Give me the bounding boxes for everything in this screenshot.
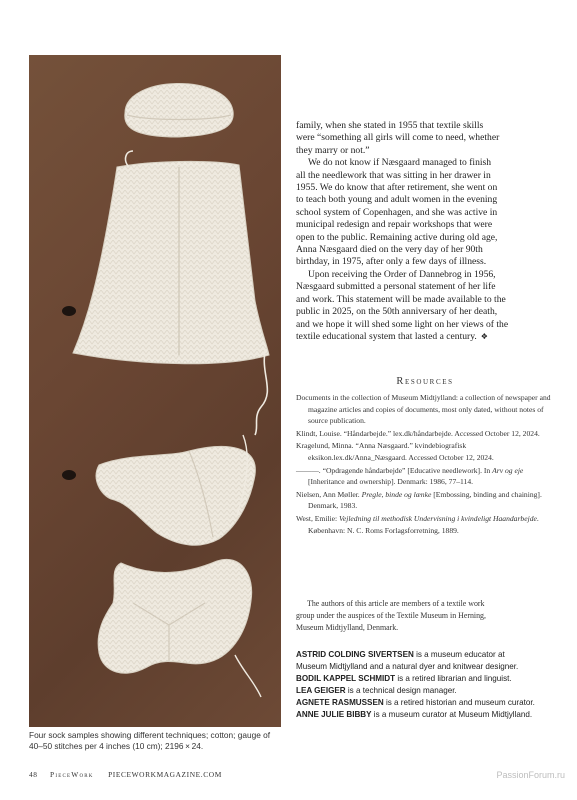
page-number: 48 [29,770,38,779]
author-bio: BODIL KAPPEL SCHMIDT is a retired librarian and linguist. [296,673,512,683]
author-bios [296,649,558,720]
resource-item: West, Emilie: Vejledning til methodisk Undervisning i kvindeligt Haandarbejde. København: N. C. Roms Forlagsforretning, 1889. [296,513,539,535]
magazine-name: PieceWork [50,770,94,779]
photo-caption: Four sock samples showing different techniques; cotton; gauge of 40–50 stitches per 4 inches (10 cm); 2196 × 24. [29,730,271,751]
end-of-article-mark: ❖ [480,331,488,341]
author-bio: ASTRID COLDING SIVERTSEN is a museum educator at Museum Midtjylland and a natural dyer and knitwear designer. [296,650,519,671]
binder-hole-top [62,306,76,316]
binder-hole-bottom [62,470,76,480]
resource-item: Nielsen, Ann Møller. Pregle, binde og lænke [Embossing, binding and chaining]. Denmark, 1983. [296,489,542,511]
knitted-samples-illustration [29,55,281,727]
page-footer [29,770,222,782]
resource-item: Documents in the collection of Museum Midtjylland: a collection of newspaper and magazine articles and copies of documents, most only dated, without notes of source publication. [296,393,551,426]
knit-bootie-sample [98,559,261,697]
knit-leg-sample [73,151,269,435]
article-body [296,120,554,343]
author-bio: AGNETE RASMUSSEN is a retired historian and museum curator. [296,697,535,707]
authors-note: The authors of this article are members of a textile work group under the auspices of the Textile Museum in Herning, Museum Midtjylland, Denmark. [296,599,486,632]
author-bio: ANNE JULIE BIBBY is a museum curator at Museum Midtjylland. [296,709,533,719]
knit-cap-sample [125,83,233,137]
sock-samples-photo [29,55,281,727]
resources-heading: Resources [396,376,454,387]
paragraph-2: We do not know if Næsgaard managed to finish all the needlework that was sitting in her drawer in 1955. We do know that after retirement, she went on to teach both young and adult women in the evening school system of Copenhagen, and she was active in municipal redesign and repair workshops that were open to the public. Remaining active during old age, Anna Næsgaard died on the very day of her 90th birthday, in 1975, after only a few days of illness. [296,157,498,268]
paragraph-3: Upon receiving the Order of Dannebrog in 1956, Næsgaard submitted a personal statement of her life and work. This statement will be made available to the public in 2025, on the 50th anniversary of her death, and we hope it will shed some light on her views of the textile educational system that lasted a century. ❖ [296,268,509,342]
knit-heel-sample [96,435,255,545]
resource-item: ———. “Opdragende håndarbejde” [Educative needlework]. In Arv og eje [Inheritance and ownership]. Denmark: 1986, 77–114. [296,465,524,487]
resources-list [296,392,554,537]
resource-item: Kragelund, Minna. “Anna Næsgaard.” kvindebiografisk eksikon.lex.dk/Anna_Næsgaard. Accessed October 12, 2024. [296,441,494,462]
watermark: PassionForum.ru [496,770,565,780]
resource-item: Klindt, Louise. “Håndarbejde.” lex.dk/håndarbejde. Accessed October 12, 2024. [296,428,540,438]
paragraph-1: family, when she stated in 1955 that textile skills were “something all girls will come to need, whether they marry or not.” [296,120,500,156]
author-bio: LEA GEIGER is a technical design manager. [296,685,457,695]
magazine-url: PIECEWORKMAGAZINE.COM [108,770,222,779]
